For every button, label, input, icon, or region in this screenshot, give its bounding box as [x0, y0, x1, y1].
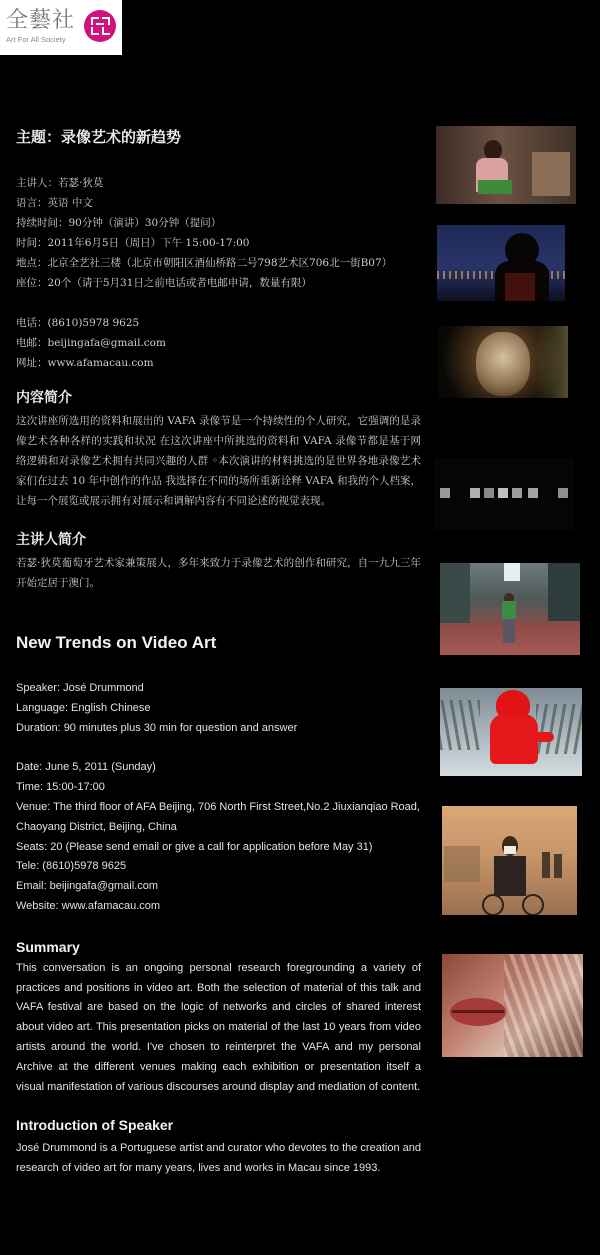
- video-still-face-portrait: [438, 326, 568, 398]
- en-speaker: Speaker: José Drummond: [16, 682, 144, 694]
- en-tel: Tele: (8610)5978 9625: [16, 860, 127, 873]
- video-still-street-scene: [440, 563, 580, 655]
- en-seats: Seats: 20 (Please send email or give a call for application before May 31): [16, 840, 373, 853]
- en-intro: José Drummond is a Portuguese artist and curator who devotes to the creation and research of video art for many years, lives and works in Macau since 1993.: [16, 1142, 421, 1175]
- cn-language: 语言：英语 中文: [16, 197, 93, 209]
- cn-time: 时间：2011年6月5日（周日）下午 15:00-17:00: [16, 237, 250, 249]
- video-still-woman-kitchen: [436, 126, 576, 204]
- video-still-lips-closeup: [442, 954, 583, 1057]
- video-still-city-night: [437, 225, 565, 301]
- cn-website[interactable]: 网址：www.afamacau.com: [16, 357, 154, 369]
- cn-tel: 电话：(8610)5978 9625: [16, 317, 140, 329]
- logo-english-text: Art For All Society: [6, 35, 66, 44]
- en-details: [16, 679, 421, 738]
- en-title: New Trends on Video Art: [16, 633, 217, 652]
- cn-title: 主题：录像艺术的新趋势: [16, 128, 182, 146]
- cn-venue: 地点：北京全艺社三楼（北京市朝阳区酒仙桥路二号798艺术区706北一街B07）: [16, 257, 393, 269]
- logo-mark-icon: [84, 10, 116, 42]
- logo[interactable]: [0, 0, 122, 55]
- article-content: [16, 110, 421, 1179]
- cn-summary: 这次讲座所选用的资料和展出的 VAFA 录像节是一个持续性的个人研究，它强调的是录像艺术各种各样的实践和状况 在这次讲座中所挑选的资料和 VAFA 录像节都是基于网络逻辑和对录像艺术拥有共同兴趣的人群 ◦本次演讲的材料挑选的是世界各地录像艺术家们在过去 10 年中创作的作品 我选择在不同的场所重新诠释 VAFA 和我的个人档案，让每一个展览或展示拥有对展示和调解内容有不同论述的视觉表现。: [16, 415, 421, 507]
- en-time: Time: 15:00-17:00: [16, 781, 105, 794]
- logo-chinese-text: 全藝社: [6, 8, 76, 33]
- en-language: Language: English Chinese: [16, 701, 151, 714]
- en-event-info: [16, 758, 421, 916]
- en-date: Date: June 5, 2011 (Sunday): [16, 761, 156, 774]
- video-still-thumbnail-strip: [434, 458, 574, 530]
- en-venue: Venue: The third floor of AFA Beijing, 706 North First Street,No.2 Jiuxianqiao Road, Chaoyang District, Beijing, China: [16, 800, 420, 833]
- en-website[interactable]: Website: www.afamacau.com: [16, 899, 161, 912]
- cn-email[interactable]: 电邮：beijingafa@gmail.com: [16, 337, 166, 349]
- en-intro-heading: Introduction of Speaker: [16, 1117, 174, 1134]
- cn-intro-heading: 主讲人简介: [16, 532, 86, 548]
- en-summary-heading: Summary: [16, 938, 80, 955]
- en-email[interactable]: Email: beijingafa@gmail.com: [16, 880, 159, 893]
- en-summary: This conversation is an ongoing personal research foregrounding a variety of practices and positions in video art. Both the selection of material of this talk and VAFA festival are based on the logic of networks and circles of shared interest about video art. This presentation picks on material of the last 10 years from video artists around the world. I've chosen to reinterpret the VAFA and my personal Archive at the different venues making each exhibition or presentation itself a visual manifestation of various discourses around display and mediation of content.: [16, 961, 421, 1093]
- video-still-cyclist-mask: [442, 806, 577, 915]
- cn-details: [16, 173, 421, 293]
- cn-speaker: 主讲人：若瑟·狄莫: [16, 177, 104, 189]
- en-duration: Duration: 90 minutes plus 30 min for question and answer: [16, 721, 298, 734]
- cn-duration: 持续时间：90分钟（演讲）30分钟（提问）: [16, 217, 222, 229]
- cn-seats: 座位：20个（请于5月31日之前电话或者电邮申请，数量有限）: [16, 277, 312, 289]
- cn-summary-heading: 内容简介: [16, 390, 72, 406]
- video-still-red-figure-snow: [440, 688, 582, 776]
- cn-intro: 若瑟·狄莫葡萄牙艺术家兼策展人，多年来致力于录像艺术的创作和研究，自一九九三年开始定居于澳门。: [16, 557, 421, 589]
- cn-contact: [16, 313, 421, 373]
